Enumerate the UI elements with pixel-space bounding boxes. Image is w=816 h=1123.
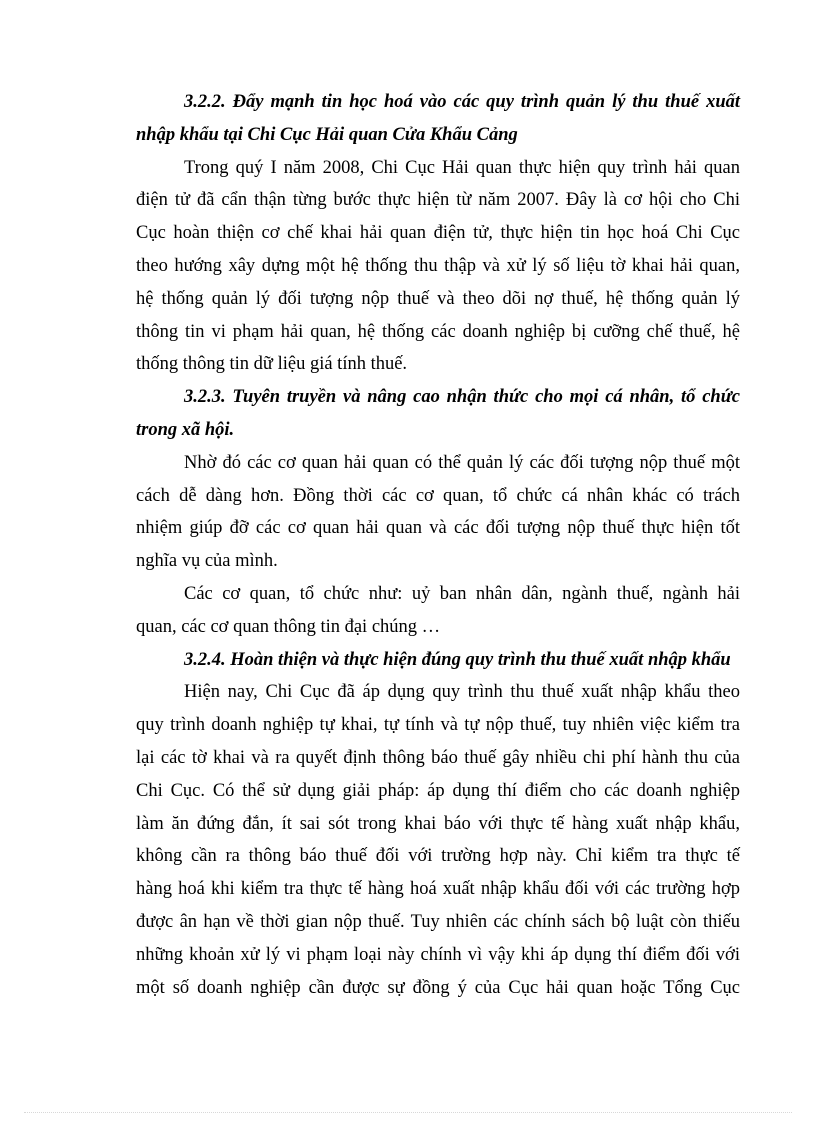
paragraph-line: điện tử đã cẩn thận từng bước thực hiện từ năm 2007. Đây là cơ hội cho Chi	[136, 190, 740, 211]
paragraph-line: làm ăn đứng đắn, ít sai sót trong khai báo với thực tế hàng xuất nhập khẩu,	[136, 813, 740, 834]
paragraph-line: Trong quý I năm 2008, Chi Cục Hải quan thực hiện quy trình hải quan	[184, 157, 740, 178]
paragraph-line: Nhờ đó các cơ quan hải quan có thể quản lý các đối tượng nộp thuế một	[184, 452, 740, 473]
paragraph-line: một số doanh nghiệp cần được sự đồng ý của Cục hải quan hoặc Tổng Cục	[136, 977, 740, 998]
paragraph-line: Chi Cục. Có thể sử dụng giải pháp: áp dụng thí điểm cho các doanh nghiệp	[136, 780, 740, 801]
section-heading-line: nhập khẩu tại Chi Cục Hải quan Cửa Khẩu Cảng	[136, 124, 518, 145]
paragraph-line: Hiện nay, Chi Cục đã áp dụng quy trình thu thuế xuất nhập khẩu theo	[184, 682, 740, 703]
page-bottom-divider	[24, 1112, 792, 1113]
section-heading-line: trong xã hội.	[136, 419, 235, 440]
paragraph-line: nhiệm giúp đỡ các cơ quan hải quan và các đối tượng nộp thuế thực hiện tốt	[136, 518, 740, 539]
paragraph-line: được ân hạn về thời gian nộp thuế. Tuy nhiên các chính sách bộ luật còn thiếu	[136, 911, 740, 932]
paragraph-line: hàng hoá khi kiểm tra thực tế hàng hoá xuất nhập khẩu đối với các trường hợp	[136, 879, 740, 900]
section-heading-line: 3.2.2. Đẩy mạnh tin học hoá vào các quy trình quản lý thu thuế xuất	[184, 92, 740, 112]
paragraph-line: quan, các cơ quan thông tin đại chúng …	[136, 616, 441, 637]
section-3-2-4	[136, 644, 740, 1005]
paragraph-line: quy trình doanh nghiệp tự khai, tự tính và tự nộp thuế, tuy nhiên việc kiểm tra	[136, 715, 740, 736]
paragraph-line: Các cơ quan, tổ chức như: uỷ ban nhân dân, ngành thuế, ngành hải	[184, 583, 740, 604]
section-3-2-2	[136, 86, 740, 381]
paragraph-line: cách dễ dàng hơn. Đồng thời các cơ quan, tổ chức cá nhân khác có trách	[136, 485, 740, 506]
paragraph-line: thống thông tin dữ liệu giá tính thuế.	[136, 354, 408, 375]
paragraph-line: hệ thống quản lý đối tượng nộp thuế và theo dõi nợ thuế, hệ thống quản lý	[136, 288, 740, 309]
paragraph-line: nghĩa vụ của mình.	[136, 551, 278, 572]
section-3-2-3	[136, 381, 740, 643]
paragraph-line: lại các tờ khai và ra quyết định thông báo thuế gây nhiều chi phí hành thu của	[136, 747, 740, 768]
document-page	[136, 86, 740, 1004]
paragraph-line: thông tin vi phạm hải quan, hệ thống các doanh nghiệp bị cưỡng chế thuế, hệ	[136, 321, 740, 342]
section-heading-line: 3.2.4. Hoàn thiện và thực hiện đúng quy trình thu thuế xuất nhập khẩu	[184, 649, 731, 670]
section-heading-line: 3.2.3. Tuyên truyền và nâng cao nhận thức cho mọi cá nhân, tổ chức	[184, 387, 740, 408]
paragraph-line: theo hướng xây dựng một hệ thống thu thập và xử lý số liệu tờ khai hải quan,	[136, 255, 740, 276]
paragraph-line: không cần ra thông báo thuế đối với trường hợp này. Chỉ kiểm tra thực tế	[136, 846, 740, 867]
paragraph-line: những khoản xử lý vi phạm loại này chính vì vậy khi áp dụng thí điểm đối với	[136, 944, 740, 965]
paragraph-line: Cục hoàn thiện cơ chế khai hải quan điện tử, thực hiện tin học hoá Chi Cục	[136, 223, 740, 244]
